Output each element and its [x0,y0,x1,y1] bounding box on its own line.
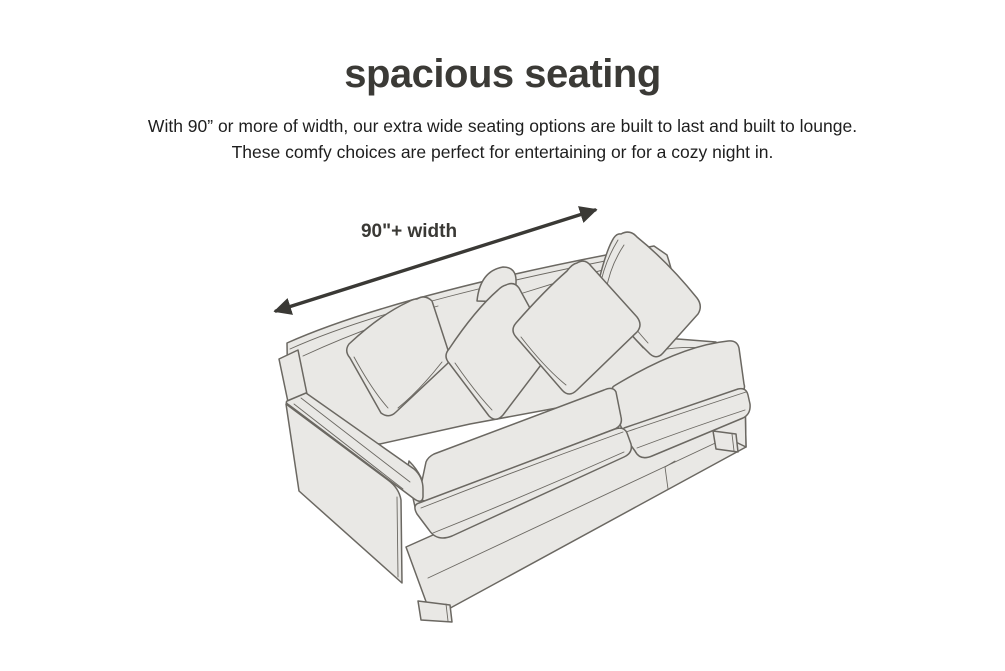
marketing-copy-line2: These comfy choices are perfect for entertaining or for a cozy night in. [231,142,774,162]
dimension-label: 90"+ width [360,221,458,242]
marketing-copy-line1: With 90” or more of width, our extra wide seating options are built to last and built to lounge. [147,116,858,136]
foot-front-right [713,431,738,452]
page-title: spacious seating [344,52,661,96]
